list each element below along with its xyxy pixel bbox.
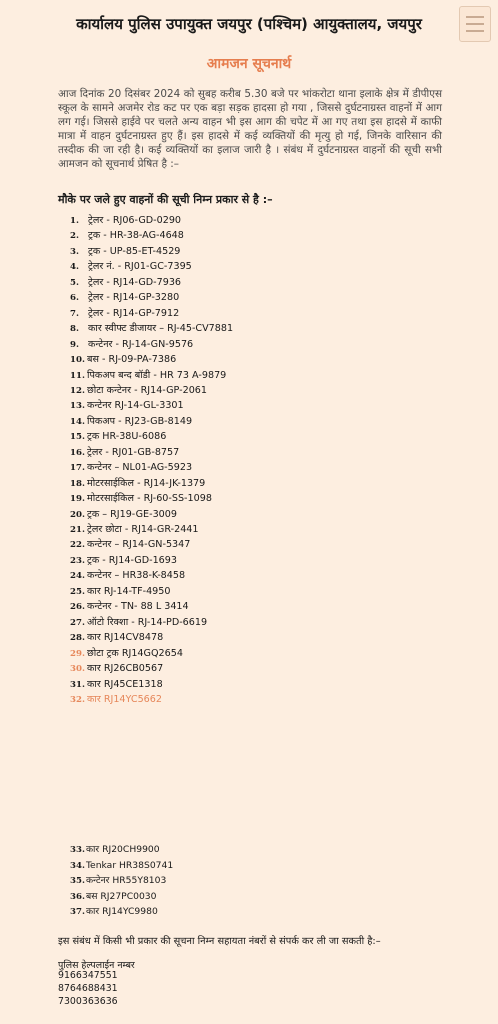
vehicle-list-item [70,858,430,873]
vehicle-number-label: 26. [70,602,85,613]
vehicle-number-label: 2. [70,231,79,242]
vehicle-list-item [70,321,430,336]
vehicle-text: ट्रेलर - RJ14-GD-7936 [88,276,182,288]
vehicle-text: कार RJ45CE1318 [87,678,163,690]
vehicle-text: पिकअप बन्द बॉडी - HR 73 A-9879 [87,369,227,381]
vehicle-number-label: 31. [70,679,85,690]
vehicle-list-item [70,228,430,243]
vehicle-number-label: 28. [70,633,85,644]
vehicle-list-heading: मौके पर जले हुए वाहनों की सूची निम्न प्रकार से है :– [58,193,273,206]
vehicle-text: कार RJ26CB0567 [87,663,164,675]
vehicle-number-label: 17. [70,463,85,474]
page-subtitle: आमजन सूचनार्थ [206,56,292,72]
vehicle-text: कार RJ20CH9900 [86,844,160,855]
vehicle-text: कार RJ14CV8478 [87,632,164,644]
vehicle-text: कन्टेनर – HR38-K-8458 [87,570,186,582]
vehicle-number-label: 21. [70,525,85,535]
vehicle-text: कन्टेनर - RJ-14-GN-9576 [88,338,194,350]
vehicle-list-item [70,429,430,444]
vehicle-text: ट्रक - HR-38-AG-4648 [88,230,184,242]
vehicle-text: ट्रेलर - RJ06-GD-0290 [88,215,182,226]
vehicle-number-label: 19. [70,494,85,505]
vehicle-text: ट्रक - RJ14-GD-1693 [87,554,177,566]
vehicle-number-label: 36. [70,891,85,902]
vehicle-text: मोटरसाईकिल - RJ-60-SS-1098 [87,493,212,505]
vehicle-text: छोटा ट्रक RJ14GQ2654 [87,647,183,659]
vehicle-text: कार RJ14YC5662 [87,693,162,705]
vehicle-text: छोटा कन्टेनर - RJ14-GP-2061 [87,384,208,396]
vehicle-text: कन्टेनर - TN- 88 L 3414 [87,601,189,613]
vehicle-text: Tenkar HR38S0741 [86,859,174,871]
vehicle-list-item [70,842,430,857]
vehicle-list-item [70,337,430,352]
vehicle-list-item [70,476,430,491]
vehicle-text: ट्रक HR-38U-6086 [87,431,167,443]
vehicle-number-label: 32. [70,694,85,705]
vehicle-number-label: 13. [70,401,85,412]
vehicle-list-item [70,306,430,321]
vehicle-number-label: 10. [70,355,85,366]
vehicle-text: बस - RJ-09-PA-7386 [87,354,177,366]
vehicle-list-item [70,383,430,398]
vehicle-text: ट्रक – RJ19-GE-3009 [87,508,177,520]
vehicle-text: बस RJ27PC0030 [86,890,157,902]
vehicle-number-label: 6. [70,293,79,304]
phone-number[interactable]: 9166347551 [58,970,118,981]
vehicle-number-label: 9. [70,339,79,350]
helpline-label: पुलिस हेल्पलाईन नम्बर [58,960,135,971]
vehicle-list-item [70,244,430,259]
vehicle-number-label: 27. [70,617,85,628]
phone-number[interactable]: 7300363636 [58,996,118,1007]
vehicle-list-item [70,460,430,475]
vehicle-list-item [70,290,430,305]
vehicle-list-item [70,507,430,522]
vehicle-list-item [70,259,430,274]
vehicle-text: ट्रेलर - RJ01-GB-8757 [87,446,180,458]
contact-note: इस संबंध में किसी भी प्रकार की सूचना निम्न सहायता नंबरों से संपर्क कर ली जा सकती है:– [58,936,381,947]
vehicle-number-label: 4. [70,262,79,273]
vehicle-number-label: 37. [70,907,85,918]
page-title: कार्यालय पुलिस उपायुक्त जयपुर (पश्चिम) आयुक्तालय, जयपुर [76,15,422,33]
vehicle-text: कन्टेनर HR55Y8103 [86,875,167,887]
vehicle-text: कन्टेनर – NL01-AG-5923 [87,462,193,474]
vehicle-number-label: 29. [70,648,85,659]
vehicle-number-label: 15. [70,432,85,443]
vehicle-text: कन्टेनर – RJ14-GN-5347 [87,539,191,551]
vehicle-list-item [70,275,430,290]
vehicle-number-label: 18. [70,478,85,489]
vehicle-number-label: 16. [70,447,85,458]
phone-number[interactable]: 8764688431 [58,983,118,994]
vehicle-number-label: 24. [70,571,85,582]
vehicle-text: ट्रेलर - RJ14-GP-7912 [88,307,180,319]
vehicle-number-label: 25. [70,586,85,597]
vehicle-list-item [70,553,430,568]
vehicle-list-item [70,568,430,583]
vehicle-number-label: 1. [70,216,79,226]
vehicle-number-label: 3. [70,246,79,257]
vehicle-text: मोटरसाईकिल - RJ14-JK-1379 [87,477,206,489]
vehicle-list-item [70,537,430,552]
vehicle-number-label: 11. [70,370,85,381]
vehicle-text: कार स्वीफ्ट डीजायर – RJ-45-CV7881 [88,323,234,335]
vehicle-list-item [70,661,430,676]
vehicle-list-item [70,692,430,707]
vehicle-number-label: 30. [70,664,85,675]
vehicle-list-item [70,398,430,413]
vehicle-number-label: 20. [70,509,85,520]
vehicle-text: ट्रेलर - RJ14-GP-3280 [88,292,180,304]
vehicle-number-label: 23. [70,555,85,566]
vehicle-number-label: 35. [70,876,85,887]
vehicle-text: पिकअप - RJ23-GB-8149 [87,415,193,427]
vehicle-number-label: 12. [70,385,85,396]
vehicle-list-item [70,599,430,614]
vehicle-text: ट्रक - UP-85-ET-4529 [88,245,181,257]
vehicle-number-label: 22. [70,540,85,551]
vehicle-list-item [70,873,430,888]
vehicle-list-item [70,630,430,645]
vehicle-number-label: 8. [70,324,79,335]
vehicle-text: कार RJ14YC9980 [86,906,158,918]
vehicle-number-label: 14. [70,416,85,427]
vehicle-list-item [70,213,430,228]
vehicle-list-item [70,414,430,429]
vehicle-text: ट्रेलर छोटा - RJ14-GR-2441 [87,524,199,535]
vehicle-text: ट्रेलर नं. - RJ01-GC-7395 [88,261,192,273]
vehicle-list-item [70,904,430,919]
vehicle-list-item [70,646,430,661]
vehicle-text: ऑटो रिक्शा - RJ-14-PD-6619 [87,616,208,628]
vehicle-number-label: 34. [70,860,85,871]
vehicle-list-item [70,677,430,692]
vehicle-list-item [70,615,430,630]
vehicle-text: कन्टेनर RJ-14-GL-3301 [87,400,184,412]
vehicle-list-item [70,368,430,383]
intro-paragraph: आज दिनांक 20 दिसंबर 2024 को सुबह करीब 5.30 बजे पर भांकरोटा थाना इलाके क्षेत्र में डीपीएस स्कूल के सामने अजमेर रोड कट पर एक बड़ा सड़क हादसा हो गया , जिससे दुर्घटनाग्रस्त वाहनों में आग लग गई। जिससे हाईवे पर चलते अन्य वाहन भी इस आग की चपेट में आ गए तथा इस हादसे में काफी मात्रा में वाहन दुर्घटनाग्रस्त हुए हैं। इस हादसे में कई व्यक्तियों की मृत्यु हो गई, जिनके वारिसान की तस्दीक की जा रही है। कई व्यक्तियों का इलाज जारी है । संबंध में दुर्घटनाग्रस्त वाहनों की सूची सभी आमजन को सूचनार्थ प्रेषित है :– [58,88,442,171]
vehicle-number-label: 7. [70,308,79,319]
vehicle-list-item [70,445,430,460]
vehicle-list-item [70,491,430,506]
vehicle-list-item [70,889,430,904]
vehicle-text: कार RJ-14-TF-4950 [87,585,171,597]
vehicle-list-item [70,522,430,537]
vehicle-number-label: 33. [70,845,85,855]
vehicle-list-item [70,352,430,367]
vehicle-number-label: 5. [70,277,79,288]
vehicle-list-item [70,584,430,599]
